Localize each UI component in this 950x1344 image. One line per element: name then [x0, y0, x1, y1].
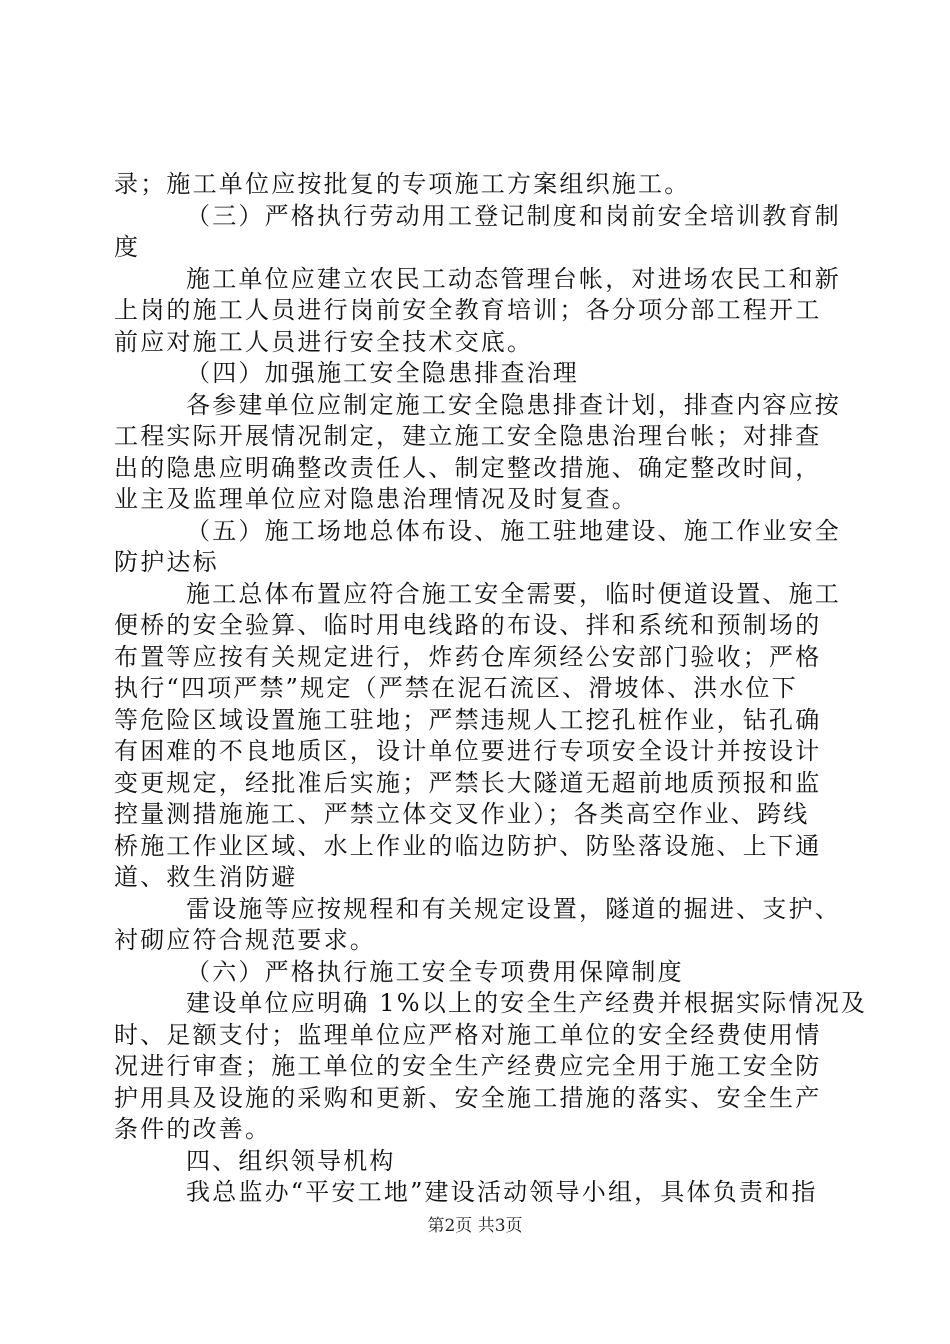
text-line: 变更规定，经批准后实施；严禁长大隧道无超前地质预报和监	[114, 768, 822, 797]
text-line: 上岗的施工人员进行岗前安全教育培训；各分项分部工程开工	[114, 296, 822, 324]
text-line: 护用具及设施的采购和更新、安全施工措施的落实、安全生产	[114, 1083, 822, 1112]
text-line: 控量测措施施工、严禁立体交叉作业）；各类高空作业、跨线	[114, 800, 810, 828]
text-line: 出的隐患应明确整改责任人、制定整改措施、确定整改时间，	[114, 453, 822, 482]
text-line: 业主及监理单位应对隐患治理情况及时复查。	[114, 485, 638, 513]
text-line: 桥施工作业区域、水上作业的临边防护、防坠落设施、上下通	[114, 831, 822, 860]
section-heading: （四）加强施工安全隐患排查治理	[186, 359, 579, 387]
section-heading: （五）施工场地总体布设、施工驻地建设、施工作业安全	[186, 516, 841, 545]
text-line: 有困难的不良地质区，设计单位要进行专项安全设计并按设计	[114, 737, 822, 765]
text-line: 条件的改善。	[114, 1115, 272, 1143]
text-line: 工程实际开展情况制定，建立施工安全隐患治理台帐；对排查	[114, 422, 822, 450]
text-line: 衬砌应符合规范要求。	[114, 926, 376, 954]
text-line: 建设单位应明确 1%以上的安全生产经费并根据实际情况及	[186, 989, 868, 1017]
section-heading: 四、组织领导机构	[186, 1146, 396, 1175]
text-line: 前应对施工人员进行安全技术交底。	[114, 327, 534, 356]
text-line: 便桥的安全验算、临时用电线路的布设、拌和系统和预制场的	[114, 611, 822, 639]
section-heading: （三）严格执行劳动用工登记制度和岗前安全培训教育制	[186, 201, 841, 230]
text-line: 施工单位应建立农民工动态管理台帐，对进场农民工和新	[186, 264, 841, 293]
text-line: 况进行审查；施工单位的安全生产经费应完全用于施工安全防	[114, 1052, 822, 1080]
text-line: 各参建单位应制定施工安全隐患排查计划，排查内容应按	[186, 390, 841, 419]
text-line: 时、足额支付；监理单位应严格对施工单位的安全经费使用情	[114, 1020, 822, 1049]
text-line: 我总监办“平安工地”建设活动领导小组，具体负责和指	[186, 1178, 818, 1206]
text-line: 执行“四项严禁”规定（严禁在泥石流区、滑坡体、洪水位下	[114, 674, 798, 702]
text-line: 录；施工单位应按批复的专项施工方案组织施工。	[114, 170, 691, 198]
text-line: 防护达标	[114, 548, 219, 576]
text-line: 施工总体布置应符合施工安全需要，临时便道设置、施工	[186, 579, 841, 608]
page-number-footer: 第2页 共3页	[427, 1216, 523, 1236]
text-line: 雷设施等应按规程和有关规定设置，隧道的掘进、支护、	[186, 894, 841, 923]
text-line: 等危险区域设置施工驻地；严禁违规人工挖孔桩作业，钻孔确	[114, 705, 822, 734]
text-line: 度	[114, 233, 141, 261]
text-line: 布置等应按有关规定进行，炸药仓库须经公安部门验收；严格	[114, 642, 822, 671]
section-heading: （六）严格执行施工安全专项费用保障制度	[186, 957, 684, 986]
document-body	[114, 169, 868, 1209]
text-line: 道、救生消防避	[114, 863, 298, 891]
